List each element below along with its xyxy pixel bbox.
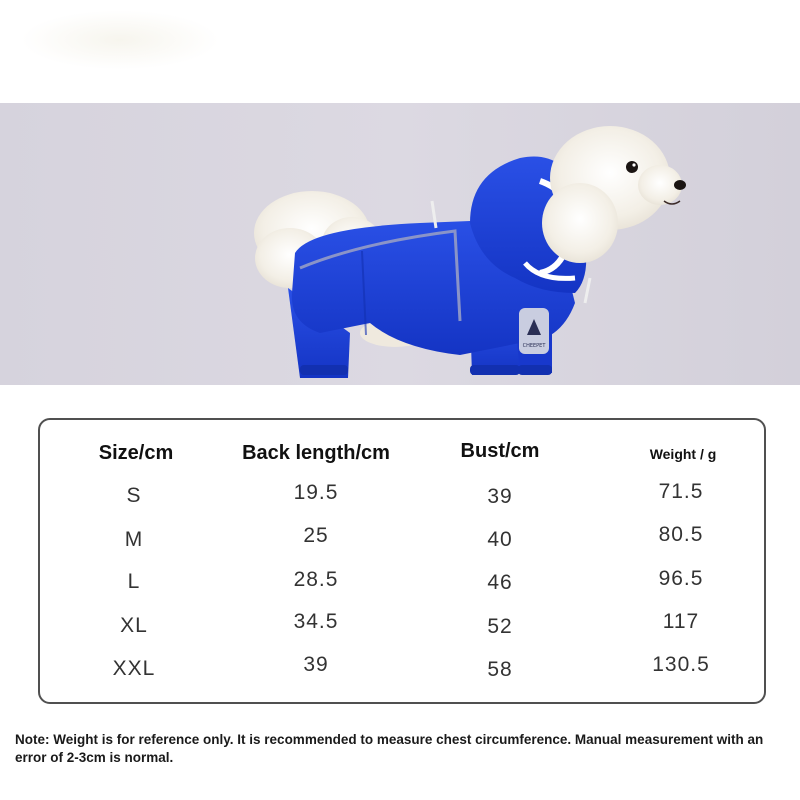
row-s-size: S [126,484,142,507]
row-s-back-length: 19.5 [293,481,339,504]
header-bust: Bust/cm [460,440,540,462]
row-m-size: M [124,528,144,551]
coat-badge [519,308,549,354]
row-xl-back-length: 34.5 [293,610,339,633]
row-m-bust: 40 [487,528,513,551]
svg-text:CHEEPET: CHEEPET [522,343,546,349]
header-back-length: Back length/cm [242,442,390,464]
measurement-note: Note: Weight is for reference only. It is recommended to measure chest circumference. Manual measurement with an error of 2-3cm is normal. [15,732,764,765]
row-xxl-back-length: 39 [303,653,329,676]
row-l-weight: 96.5 [658,567,704,590]
row-xxl-bust: 58 [487,658,513,681]
row-xxl-weight: 130.5 [652,653,710,676]
row-xl-weight: 117 [662,610,700,633]
row-xl-bust: 52 [487,615,513,638]
row-m-back-length: 25 [303,524,329,547]
background-smudge [20,10,220,70]
header-size: Size/cm [98,442,174,464]
row-s-bust: 39 [487,485,513,508]
row-s-weight: 71.5 [658,480,704,503]
row-l-bust: 46 [487,571,513,594]
row-l-back-length: 28.5 [293,568,339,591]
size-table [38,418,766,704]
header-weight: Weight / g [649,446,717,462]
row-m-weight: 80.5 [658,523,704,546]
row-xl-size: XL [120,614,148,637]
row-l-size: L [127,570,141,593]
product-photo [0,103,800,385]
row-xxl-size: XXL [112,657,156,680]
